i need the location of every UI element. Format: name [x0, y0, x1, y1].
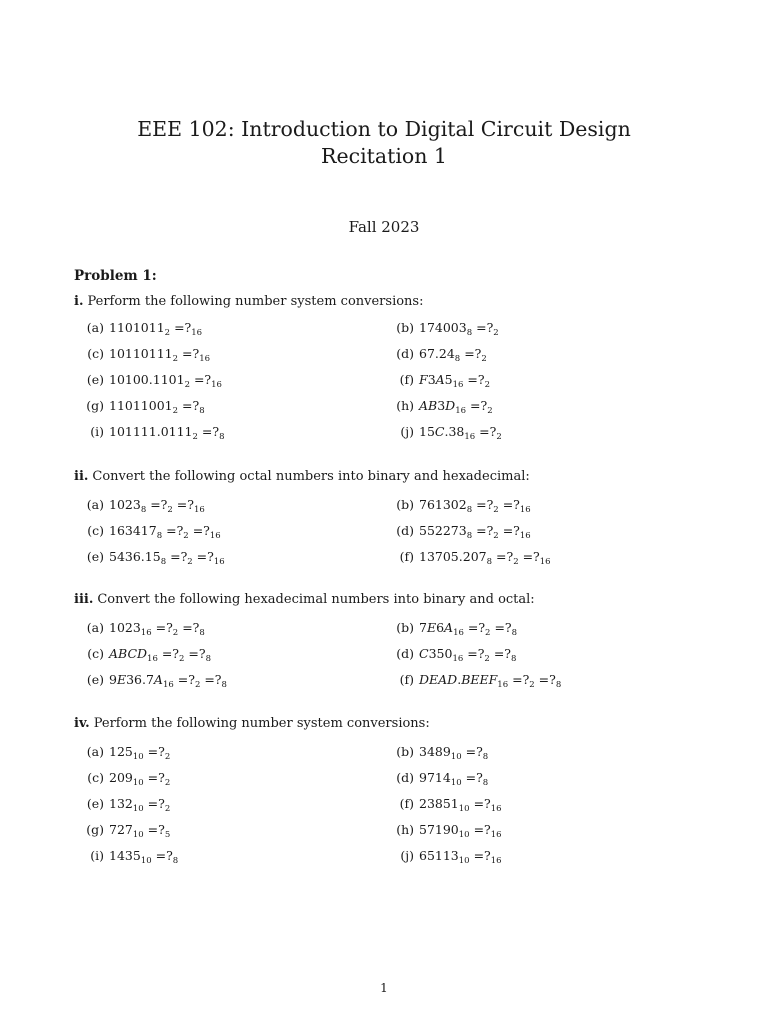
- exercise-item: [82, 398, 205, 416]
- exercise-item: [392, 372, 491, 390]
- section-numeral: i.: [74, 294, 84, 309]
- document-title: [0, 116, 768, 170]
- exercise-item: [392, 549, 551, 567]
- course-title: EEE 102: Introduction to Digital Circuit Design: [137, 117, 631, 141]
- exercise-item: [392, 770, 489, 788]
- conversion-expression: $23851_{10}$ $=?_{16}$: [419, 796, 502, 814]
- conversion-expression: $7E6A_{16}$ $=?_2$ $=?_8$: [419, 620, 518, 638]
- item-label: (c): [87, 346, 104, 361]
- exercise-item: [82, 672, 227, 690]
- exercise-item: [82, 822, 171, 840]
- conversion-expression: $209_{10}$ $=?_2$: [109, 770, 171, 788]
- conversion-expression: $101111.0111_2$ $=?_8$: [109, 424, 225, 442]
- exercise-item: [82, 523, 221, 541]
- conversion-expression: $AB3D_{16}$ $=?_2$: [419, 398, 493, 416]
- conversion-expression: $125_{10}$ $=?_2$: [109, 744, 171, 762]
- exercise-item: [392, 320, 499, 338]
- conversion-expression: $132_{10}$ $=?_2$: [109, 796, 171, 814]
- item-label: (b): [396, 320, 414, 335]
- conversion-expression: $DEAD.BEEF_{16}$ $=?_2$ $=?_8$: [419, 672, 562, 690]
- page-number: 1: [380, 981, 388, 995]
- section-instruction: Perform the following number system conversions:: [93, 716, 430, 731]
- exercise-item: [82, 620, 205, 638]
- item-label: (d): [396, 770, 414, 785]
- section-title: [74, 294, 423, 309]
- conversion-expression: $10110111_2$ $=?_{16}$: [109, 346, 211, 364]
- conversion-expression: $727_{10}$ $=?_5$: [109, 822, 171, 840]
- conversion-expression: $ABCD_{16}$ $=?_2$ $=?_8$: [109, 646, 212, 664]
- exercise-item: [82, 796, 171, 814]
- section-instruction: Convert the following hexadecimal numbers into binary and octal:: [97, 592, 535, 607]
- conversion-expression: $1023_{16}$ $=?_2$ $=?_8$: [109, 620, 205, 638]
- section-numeral: iii.: [74, 592, 94, 607]
- item-label: (e): [86, 372, 104, 387]
- exercise-item: [82, 744, 171, 762]
- item-label: (f): [399, 549, 414, 564]
- exercise-item: [82, 497, 205, 515]
- exercise-item: [82, 424, 225, 442]
- exercise-item: [392, 346, 487, 364]
- item-label: (c): [87, 646, 104, 661]
- conversion-expression: $15C.38_{16}$ $=?_2$: [419, 424, 502, 442]
- exercise-item: [82, 372, 222, 390]
- exercise-item: [82, 346, 211, 364]
- conversion-expression: $3489_{10}$ $=?_8$: [419, 744, 489, 762]
- conversion-expression: $5436.15_8$ $=?_2$ $=?_{16}$: [109, 549, 225, 567]
- item-label: (g): [86, 398, 104, 413]
- item-label: (a): [86, 497, 104, 512]
- exercise-item: [392, 672, 562, 690]
- item-label: (b): [396, 744, 414, 759]
- exercise-item: [82, 848, 179, 866]
- item-label: (a): [86, 320, 104, 335]
- exercise-item: [392, 424, 502, 442]
- exercise-item: [392, 744, 489, 762]
- section-instruction: Convert the following octal numbers into binary and hexadecimal:: [92, 469, 530, 484]
- section-numeral: iv.: [74, 716, 90, 731]
- exercise-item: [392, 497, 531, 515]
- conversion-expression: $57190_{10}$ $=?_{16}$: [419, 822, 502, 840]
- item-label: (a): [86, 744, 104, 759]
- exercise-item: [392, 796, 502, 814]
- conversion-expression: $F3A5_{16}$ $=?_2$: [419, 372, 491, 390]
- item-label: (e): [86, 672, 104, 687]
- conversion-expression: $10100.1101_2$ $=?_{16}$: [109, 372, 222, 390]
- conversion-expression: $9714_{10}$ $=?_8$: [419, 770, 489, 788]
- item-label: (j): [400, 848, 414, 863]
- item-label: (d): [396, 346, 414, 361]
- item-label: (e): [86, 796, 104, 811]
- item-label: (f): [399, 796, 414, 811]
- conversion-expression: $552273_8$ $=?_2$ $=?_{16}$: [419, 523, 531, 541]
- conversion-expression: $163417_8$ $=?_2$ $=?_{16}$: [109, 523, 221, 541]
- conversion-expression: $11011001_2$ $=?_8$: [109, 398, 205, 416]
- item-label: (d): [396, 646, 414, 661]
- item-label: (g): [86, 822, 104, 837]
- exercise-item: [392, 848, 502, 866]
- conversion-expression: $1435_{10}$ $=?_8$: [109, 848, 179, 866]
- item-label: (c): [87, 523, 104, 538]
- conversion-expression: $174003_8$ $=?_2$: [419, 320, 499, 338]
- exercise-item: [82, 549, 225, 567]
- section-instruction: Perform the following number system conversions:: [87, 294, 424, 309]
- section-title: [74, 716, 430, 731]
- exercise-item: [82, 646, 212, 664]
- exercise-item: [392, 646, 517, 664]
- conversion-expression: $67.24_8$ $=?_2$: [419, 346, 487, 364]
- item-label: (a): [86, 620, 104, 635]
- exercise-item: [392, 398, 493, 416]
- item-label: (h): [396, 398, 414, 413]
- exercise-item: [392, 523, 531, 541]
- section-numeral: ii.: [74, 469, 89, 484]
- item-label: (i): [90, 424, 104, 439]
- term-label: Fall 2023: [348, 218, 420, 236]
- recitation-title: Recitation 1: [321, 144, 447, 168]
- item-label: (i): [90, 848, 104, 863]
- item-label: (h): [396, 822, 414, 837]
- section-title: [74, 592, 535, 607]
- conversion-expression: $65113_{10}$ $=?_{16}$: [419, 848, 502, 866]
- conversion-expression: $C350_{16}$ $=?_2$ $=?_8$: [419, 646, 517, 664]
- item-label: (b): [396, 497, 414, 512]
- conversion-expression: $1101011_2$ $=?_{16}$: [109, 320, 203, 338]
- problem-heading: Problem 1:: [74, 268, 157, 284]
- item-label: (b): [396, 620, 414, 635]
- conversion-expression: $1023_8$ $=?_2$ $=?_{16}$: [109, 497, 205, 515]
- item-label: (d): [396, 523, 414, 538]
- item-label: (j): [400, 424, 414, 439]
- item-label: (c): [87, 770, 104, 785]
- item-label: (f): [399, 672, 414, 687]
- item-label: (f): [399, 372, 414, 387]
- item-label: (e): [86, 549, 104, 564]
- section-title: [74, 469, 530, 484]
- exercise-item: [82, 320, 203, 338]
- exercise-item: [82, 770, 171, 788]
- conversion-expression: $761302_8$ $=?_2$ $=?_{16}$: [419, 497, 531, 515]
- conversion-expression: $13705.207_8$ $=?_2$ $=?_{16}$: [419, 549, 551, 567]
- conversion-expression: $9E36.7A_{16}$ $=?_2$ $=?_8$: [109, 672, 227, 690]
- exercise-item: [392, 620, 518, 638]
- exercise-item: [392, 822, 502, 840]
